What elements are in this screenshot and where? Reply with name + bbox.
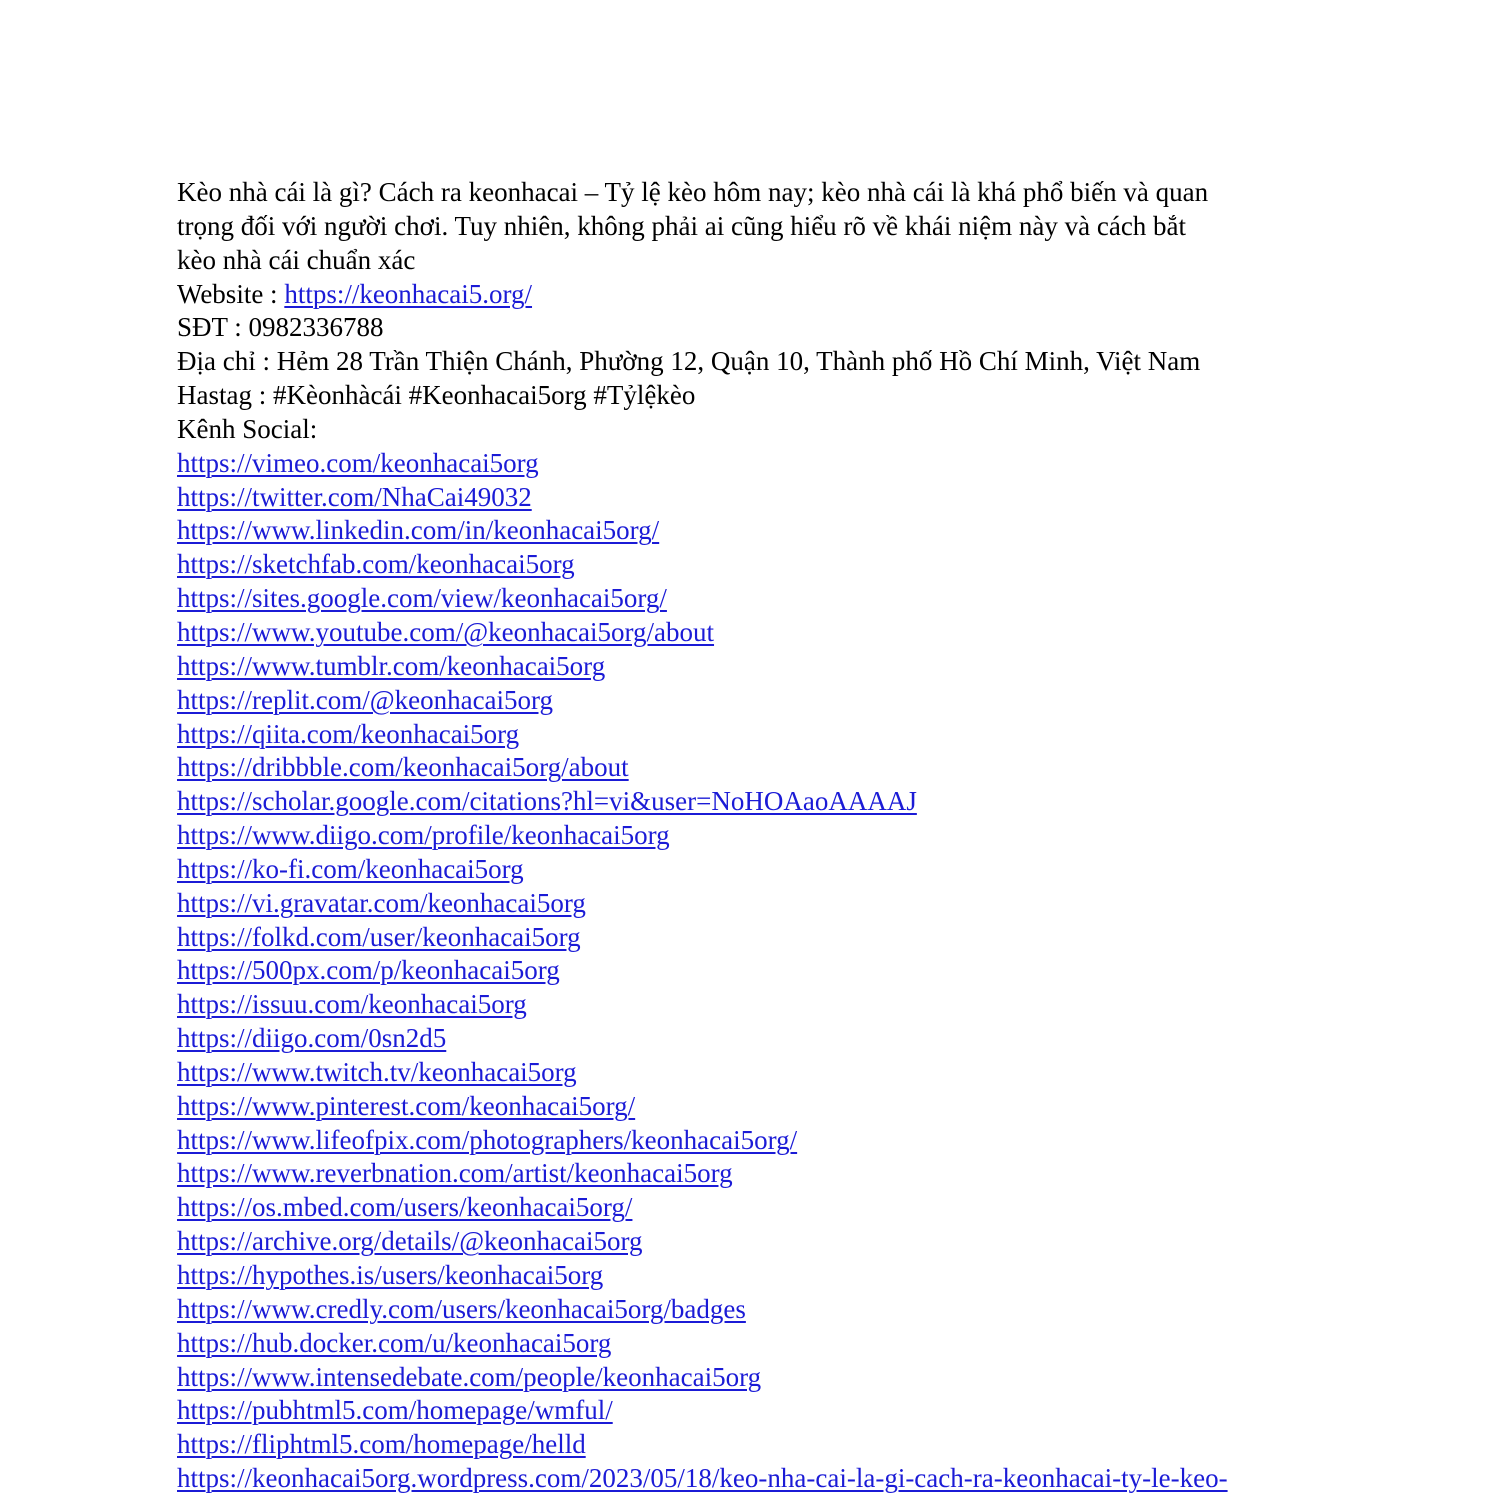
social-link[interactable]: https://www.credly.com/users/keonhacai5org/badges xyxy=(177,1293,746,1324)
intro-line: kèo nhà cái chuẩn xác xyxy=(177,244,416,275)
social-link[interactable]: https://issuu.com/keonhacai5org xyxy=(177,989,527,1020)
social-link-item xyxy=(177,785,1228,819)
social-link-item xyxy=(177,447,1228,481)
social-link-item xyxy=(177,1293,1228,1327)
website-label: Website : xyxy=(177,278,285,309)
social-link-item xyxy=(177,1225,1228,1259)
social-link[interactable]: https://www.diigo.com/profile/keonhacai5org xyxy=(177,820,670,851)
social-link[interactable]: https://vimeo.com/keonhacai5org xyxy=(177,447,539,478)
intro-line: Kèo nhà cái là gì? Cách ra keonhacai – Tỷ lệ kèo hôm nay; kèo nhà cái là khá phổ biến và quan xyxy=(177,177,1209,207)
social-link[interactable]: https://www.linkedin.com/in/keonhacai5org/ xyxy=(177,515,660,546)
social-link[interactable]: https://www.pinterest.com/keonhacai5org/ xyxy=(177,1090,636,1121)
phone: SĐT : 0982336788 xyxy=(177,312,384,343)
social-link[interactable]: https://www.twitch.tv/keonhacai5org xyxy=(177,1056,577,1087)
social-link-item xyxy=(177,514,1228,548)
social-link[interactable]: https://diigo.com/0sn2d5 xyxy=(177,1023,447,1054)
social-link-item xyxy=(177,616,1228,650)
address: Địa chỉ : Hẻm 28 Trần Thiện Chánh, Phường 12, Quận 10, Thành phố Hồ Chí Minh, Việt Nam xyxy=(177,346,1201,377)
social-label: Kênh Social: xyxy=(177,413,318,444)
social-link[interactable]: https://qiita.com/keonhacai5org xyxy=(177,718,520,749)
social-link-item xyxy=(177,1022,1228,1056)
social-link[interactable]: https://folkd.com/user/keonhacai5org xyxy=(177,921,581,952)
social-link[interactable]: https://replit.com/@keonhacai5org xyxy=(177,684,554,715)
social-link[interactable]: https://sketchfab.com/keonhacai5org xyxy=(177,549,575,580)
social-link-item xyxy=(177,819,1228,853)
social-link[interactable]: https://os.mbed.com/users/keonhacai5org/ xyxy=(177,1192,633,1223)
social-link[interactable]: https://500px.com/p/keonhacai5org xyxy=(177,955,560,986)
social-link-item xyxy=(177,1428,1228,1462)
social-link[interactable]: https://sites.google.com/view/keonhacai5org/ xyxy=(177,583,667,614)
social-link-item xyxy=(177,853,1228,887)
social-link[interactable]: https://www.lifeofpix.com/photographers/keonhacai5org/ xyxy=(177,1124,798,1155)
hashtags: Hastag : #Kèonhàcái #Keonhacai5org #Tỷlệkèo xyxy=(177,380,696,411)
social-link-item xyxy=(177,481,1228,515)
social-links-list xyxy=(177,447,1228,1496)
social-link-item xyxy=(177,1361,1228,1395)
social-link[interactable]: https://keonhacai5org.wordpress.com/2023/05/18/keo-nha-cai-la-gi-cach-ra-keonhacai-ty-le-keo- xyxy=(177,1463,1228,1494)
social-link-item xyxy=(177,1157,1228,1191)
social-link-item xyxy=(177,684,1228,718)
social-link-item xyxy=(177,1394,1228,1428)
social-link-item xyxy=(177,718,1228,752)
social-link[interactable]: https://www.reverbnation.com/artist/keonhacai5org xyxy=(177,1158,733,1189)
social-link[interactable]: https://scholar.google.com/citations?hl=vi&user=NoHOAaoAAAAJ xyxy=(177,786,917,817)
social-link[interactable]: https://hypothes.is/users/keonhacai5org xyxy=(177,1260,604,1290)
social-link[interactable]: https://hub.docker.com/u/keonhacai5org xyxy=(177,1327,612,1358)
social-link[interactable]: https://www.tumblr.com/keonhacai5org xyxy=(177,650,606,681)
intro-line: trọng đối với người chơi. Tuy nhiên, không phải ai cũng hiểu rõ về khái niệm này và cách bắt xyxy=(177,210,1187,241)
social-link[interactable]: https://archive.org/details/@keonhacai5org xyxy=(177,1226,643,1257)
social-link-item xyxy=(177,921,1228,955)
social-link[interactable]: https://twitter.com/NhaCai49032 xyxy=(177,481,532,512)
social-link-item xyxy=(177,1191,1228,1225)
social-link-item xyxy=(177,548,1228,582)
social-link-item xyxy=(177,887,1228,921)
social-link-item xyxy=(177,1090,1228,1124)
social-link-item xyxy=(177,1462,1228,1496)
website-line xyxy=(177,278,1228,312)
social-link-item xyxy=(177,1124,1228,1158)
social-link[interactable]: https://www.intensedebate.com/people/keonhacai5org xyxy=(177,1361,762,1392)
social-link-item xyxy=(177,1327,1228,1361)
social-link[interactable]: https://ko-fi.com/keonhacai5org xyxy=(177,853,524,884)
social-link-item xyxy=(177,988,1228,1022)
social-link-item xyxy=(177,751,1228,785)
social-link[interactable]: https://vi.gravatar.com/keonhacai5org xyxy=(177,887,586,918)
social-link[interactable]: https://pubhtml5.com/homepage/wmful/ xyxy=(177,1395,613,1426)
social-link[interactable]: https://dribbble.com/keonhacai5org/about xyxy=(177,752,629,783)
social-link[interactable]: https://www.youtube.com/@keonhacai5org/about xyxy=(177,616,715,647)
social-link[interactable]: https://fliphtml5.com/homepage/helld xyxy=(177,1429,586,1460)
social-link-item xyxy=(177,1259,1228,1293)
social-link-item xyxy=(177,1056,1228,1090)
website-link[interactable]: https://keonhacai5.org/ xyxy=(284,278,533,309)
document-body xyxy=(177,176,1228,1496)
social-link-item xyxy=(177,954,1228,988)
social-link-item xyxy=(177,650,1228,684)
social-link-item xyxy=(177,582,1228,616)
